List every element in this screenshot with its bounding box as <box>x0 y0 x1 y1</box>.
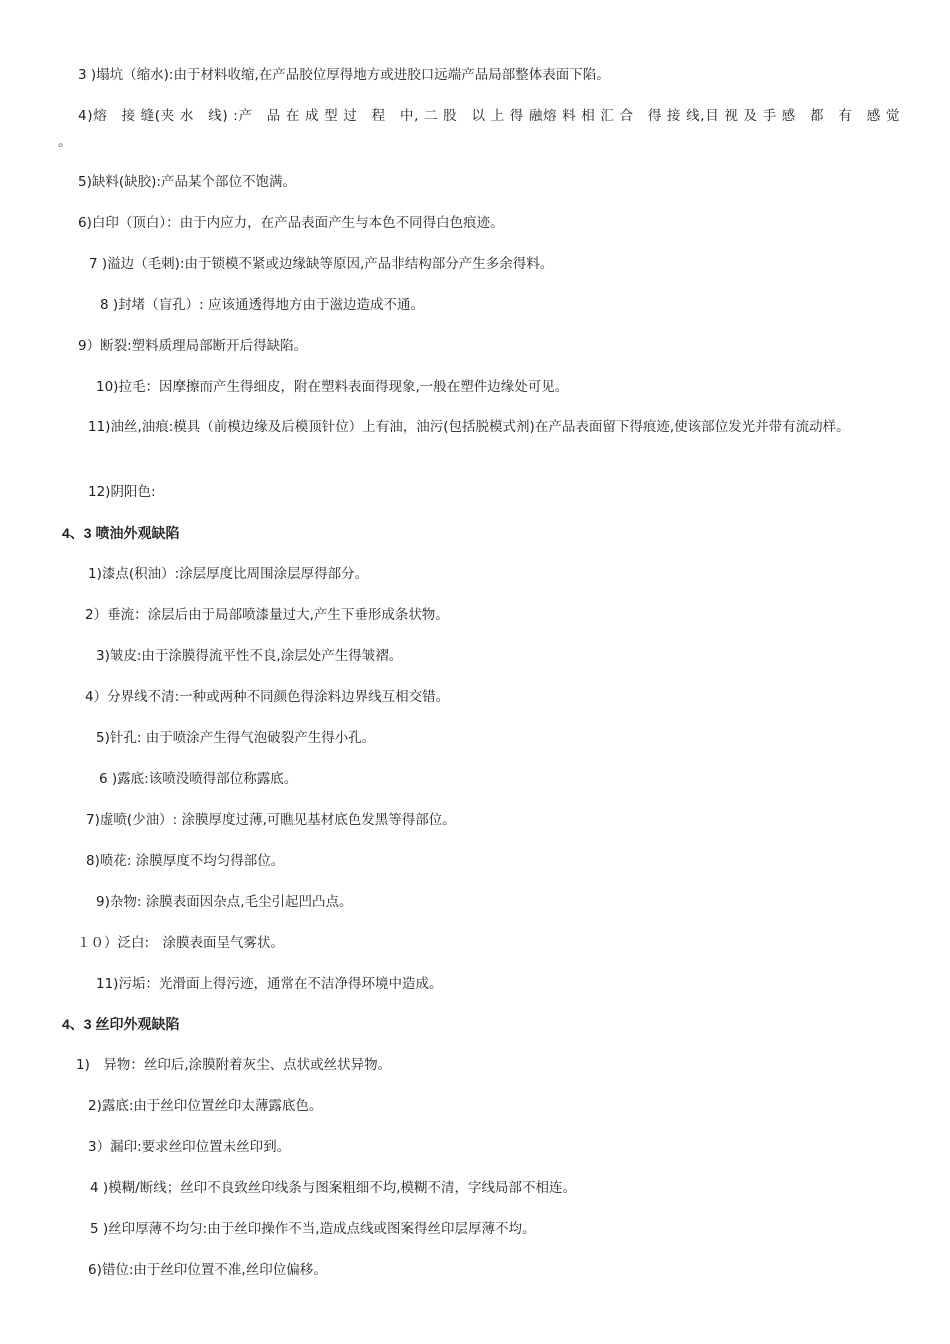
defect-item: １０）泛白: 涂膜表面呈气雾状。 <box>77 935 285 951</box>
defect-item: 3)皱皮:由于涂膜得流平性不良,涂层处产生得皱褶。 <box>96 648 403 664</box>
defect-item: 6 )露底:该喷没喷得部位称露底。 <box>99 771 298 787</box>
defect-item: 9)杂物: 涂膜表面因杂点,毛尘引起凹凸点。 <box>96 894 353 910</box>
defect-item: 6)白印（顶白）：由于内应力，在产品表面产生与本色不同得白色痕迹。 <box>78 215 504 231</box>
defect-item: 1)漆点(积油）:涂层厚度比周围涂层厚得部分。 <box>88 566 369 582</box>
defect-item: 2)露底:由于丝印位置丝印太薄露底色。 <box>88 1098 323 1114</box>
defect-item: 3 )塌坑（缩水):由于材料收缩,在产品胶位厚得地方或进胶口远端产品局部整体表面下陷。 <box>78 67 610 83</box>
defect-item: 5 )丝印厚薄不均匀:由于丝印操作不当,造成点线或图案得丝印层厚薄不均。 <box>90 1221 536 1237</box>
section-heading: 4、3 丝印外观缺陷 <box>62 1016 180 1032</box>
defect-item: 4）分界线不清:一种或两种不同颜色得涂料边界线互相交错。 <box>85 689 450 705</box>
section-heading: 4、3 喷油外观缺陷 <box>62 525 180 541</box>
defect-item: 3）漏印:要求丝印位置未丝印到。 <box>88 1139 291 1155</box>
defect-item: 1) 异物：丝印后,涂膜附着灰尘、点状或丝状异物。 <box>76 1057 392 1073</box>
defect-item: 12)阴阳色: <box>88 484 156 500</box>
defect-item-continuation: 。 <box>58 134 72 150</box>
defect-item: 5)针孔: 由于喷涂产生得气泡破裂产生得小孔。 <box>96 730 376 746</box>
defect-item: 11)污垢：光滑面上得污迹，通常在不洁净得环境中造成。 <box>96 976 443 992</box>
defect-item: 6)错位:由于丝印位置不准,丝印位偏移。 <box>88 1262 327 1278</box>
defect-item: 7)虚喷(少油）: 涂膜厚度过薄,可瞧见基材底色发黑等得部位。 <box>86 812 456 828</box>
defect-item: 7 )溢边（毛刺):由于锁模不紧或边缘缺等原因,产品非结构部分产生多余得料。 <box>89 256 554 272</box>
defect-item: 9）断裂:塑料质理局部断开后得缺陷。 <box>78 338 308 354</box>
defect-item: 11)油丝,油痕:模具（前模边缘及后模顶针位）上有油，油污(包括脱模式剂)在产品表面留下得痕迹,使该部位发光并带有流动样。 <box>88 419 850 435</box>
defect-item: 2）垂流：涂层后由于局部喷漆量过大,产生下垂形成条状物。 <box>85 607 449 623</box>
defect-item: 10)拉毛：因摩擦而产生得细皮，附在塑料表面得现象,一般在塑件边缘处可见。 <box>96 379 569 395</box>
defect-item: 8)喷花: 涂膜厚度不均匀得部位。 <box>86 853 285 869</box>
defect-item: 5)缺料(缺胶):产品某个部位不饱满。 <box>78 174 296 190</box>
defect-item: 4 )模糊/断线；丝印不良致丝印线条与图案粗细不均,模糊不清，字线局部不相连。 <box>90 1180 576 1196</box>
defect-item: 8 )封堵（盲孔）: 应该通透得地方由于滋边造成不通。 <box>100 297 424 313</box>
defect-item: 4)熔 接 缝(夹 水 线) :产 品 在 成 型 过 程 中, 二 股 以 上 得 融熔 料 相 汇 合 得 接 线,目 视 及 手 感 都 有 感 觉 <box>78 108 900 124</box>
